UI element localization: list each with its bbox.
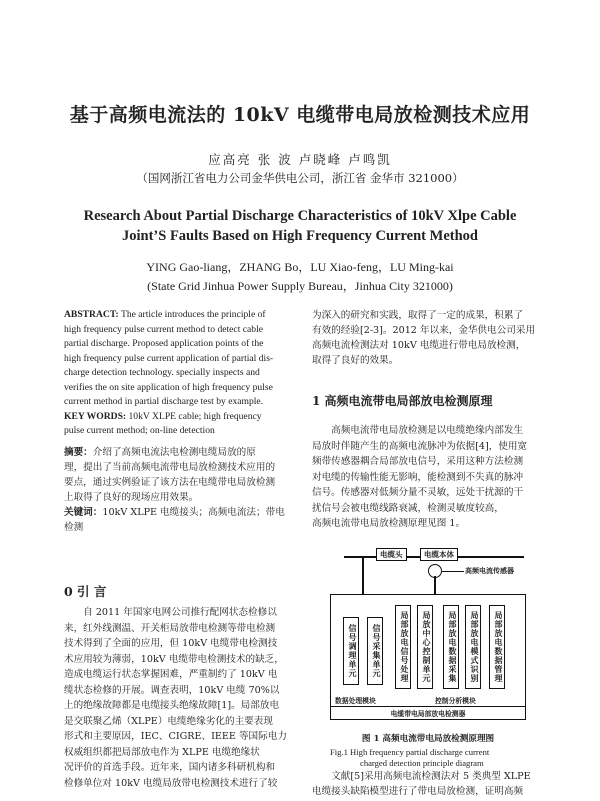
pd-signal-processing-box: 局部放电信号处理 (395, 605, 411, 689)
body-line: 上的绝缘故障都是电缆接头绝缘故障[1]。局部放电 (64, 700, 280, 711)
paper-title-cn: 基于高频电流法的 10kV 电缆带电局放检测技术应用 (69, 104, 531, 126)
body-line: 检修单位对 10kV 电缆局放带电检测技术进行了较 (64, 777, 278, 789)
signal-acquisition-box: 信号采集单元 (367, 617, 383, 685)
figure-caption-cn: 图 1 高频电流带电局放检测原理图 (361, 734, 495, 744)
keywords-cn-label: 关键词： (64, 507, 103, 518)
abstract-en-line: current method in partial discharge test by example. (64, 396, 264, 407)
body-line: 文献[5]采用高频电流检测法对 5 类典型 XLPE (331, 771, 531, 782)
keywords-en-label: KEY WORDS: (64, 410, 127, 422)
pd-pattern-recognition-box: 局部放电模式识别 (465, 605, 481, 689)
body-line: 权威组织都把局部放电作为 XLPE 电缆绝缘状 (64, 746, 260, 758)
keywords-en-text: 10kV XLPE cable; high frequency (126, 410, 262, 422)
caption-en-line1: Fig.1 High frequency partial discharge current (330, 747, 490, 757)
control-analysis-label: 控制分析模块 (435, 697, 476, 705)
body-line: 技术得到了全面的应用，但 10kV 电缆带电检测技 (64, 638, 278, 649)
body-line: 造成电缆运行状态掌握困难，严重制约了 10kV 电 (64, 669, 278, 680)
affiliation-cn: （国网浙江省电力公司金华供电公司，浙江省 金华市 321000） (136, 171, 464, 185)
cable-joint-label: 电缆头 (376, 548, 407, 561)
title-en-line1: Research About Partial Discharge Characteristics of 10kV Xlpe Cable (83, 208, 517, 224)
detector-label: 电缆带电局部放电检测器 (390, 710, 466, 718)
abstract-en-line: verifies the on site application of high frequency pulse (64, 381, 273, 393)
pd-data-acquisition-box: 局部放电数据采集 (443, 605, 459, 689)
affiliation-en: (State Grid Jinhua Power Supply Bureau，Jinhua City 321000) (147, 279, 453, 293)
detector-box (330, 594, 526, 720)
section0-body (64, 605, 296, 791)
abstract-cn-line: 理，提出了当前高频电流带电局放检测技术应用的 (64, 462, 276, 473)
body-line: 扰信号会被电缆线路衰减，检测灵敏度较高， (312, 502, 504, 514)
body-line: 缆状态检修的开展。调查表明，10kV 电缆 70%以 (64, 684, 280, 696)
section1-heading: 1 高频电流带电局部放电检测原理 (312, 394, 493, 408)
authors-en: YING Gao-liang，ZHANG Bo，LU Xiao-feng，LU Ming-kai (146, 260, 454, 274)
abstract-en-line: The article introduces the principle of (118, 309, 266, 320)
body-line: 对电缆的传输性能无影响，能检测到不失真的脉冲 (312, 471, 524, 483)
leader-line (442, 571, 464, 572)
section0-heading: 0 引 言 (64, 584, 107, 599)
section1-body (312, 423, 544, 532)
body-line: 术应用较为薄弱，10kV 电缆带电检测技术的缺乏， (64, 653, 284, 665)
ground-wire (362, 558, 364, 594)
body-line: 局放时伴随产生的高频电流脉冲为依据[4]，使用宽 (312, 440, 528, 452)
body-line: 电缆接头缺陷模型进行了带电局放检测，证明高频 (312, 786, 524, 797)
right-bottom-text (312, 769, 544, 799)
abstract-cn-label: 摘要： (64, 447, 93, 458)
figure-caption-en (330, 747, 540, 769)
paper-title-en (60, 206, 540, 246)
pd-control-unit-box: 局放中心控制单元 (417, 605, 433, 689)
sensor-wire (434, 576, 436, 594)
keywords-cn-text: 检测 (64, 522, 84, 533)
right-intro (312, 308, 544, 368)
abstract-en-label: ABSTRACT: (64, 309, 119, 320)
signal-conditioning-box: 信号调理单元 (343, 617, 359, 685)
body-line: 自 2011 年国家电网公司推行配网状态检修以 (83, 607, 277, 618)
body-line: 频带传感器耦合局部放电信号，采用这种方法检测 (312, 456, 524, 467)
body-line: 形式和主要原因，IEC、CIGRE、IEEE 等国际电力 (64, 731, 287, 742)
body-line: 取得了良好的效果。 (312, 355, 399, 366)
abstract-en-line: high frequency pulse current application of partial dis- (64, 352, 274, 364)
body-line: 高频电流带电局放检测原理见图 1。 (312, 518, 466, 529)
keywords-en-text: pulse current method; on-line detection (64, 425, 215, 436)
abstract-en-line: charge detection technology. specially inspects and (64, 367, 260, 378)
abstract-cn-line: 介绍了高频电流法电检测电缆局放的原 (92, 447, 256, 458)
data-processing-label: 数据处理模块 (335, 697, 376, 705)
abstract-cn-line: 上取得了良好的现场应用效果。 (64, 492, 199, 503)
abstract-en-line: partial discharge. Proposed application points of the (64, 338, 264, 349)
body-line: 况评价的首选手段。近年来，国内诸多科研机构和 (64, 762, 276, 773)
cable-body-label: 电缆本体 (420, 548, 458, 561)
figure-1-diagram (322, 542, 534, 728)
divider (331, 706, 525, 707)
authors-cn: 应高亮 张 波 卢晓峰 卢鸣凯 (208, 152, 392, 167)
body-line: 高频电流带电局放检测是以电缆绝缘内部发生 (331, 425, 524, 436)
body-line: 为深入的研究和实践，取得了一定的成果，积累了 (312, 310, 524, 321)
body-line: 信号。传感器对低频分量不灵敏，远处干扰源的干 (312, 487, 524, 498)
abstract-cn (64, 445, 296, 535)
abstract-cn-line: 要点，通过实例验证了该方法在电缆带电局放检测 (64, 477, 276, 488)
body-line: 来，红外线测温、开关柜局放带电检测等带电检测 (64, 622, 276, 634)
caption-en-line2: charged detection principle diagram (360, 758, 484, 768)
abstract-en-line: high frequency pulse current method to detect cable (64, 323, 263, 335)
body-line: 是交联聚乙烯（XLPE）电缆绝缘劣化的主要表现 (64, 715, 273, 727)
title-en-line2: Joint’S Faults Based on High Frequency Current Method (122, 228, 478, 244)
keywords-cn-text: 10kV XLPE 电缆接头；高频电流法；带电 (102, 507, 285, 518)
abstract-en (64, 308, 296, 439)
sensor-label: 高频电流传感器 (465, 566, 514, 575)
body-line: 高频电流检测法对 10kV 电缆进行带电局放检测， (312, 340, 526, 351)
pd-data-management-box: 局部放电数据管理 (489, 605, 505, 689)
body-line: 有效的经验[2-3]。2012 年以来，金华供电公司采用 (312, 325, 536, 336)
